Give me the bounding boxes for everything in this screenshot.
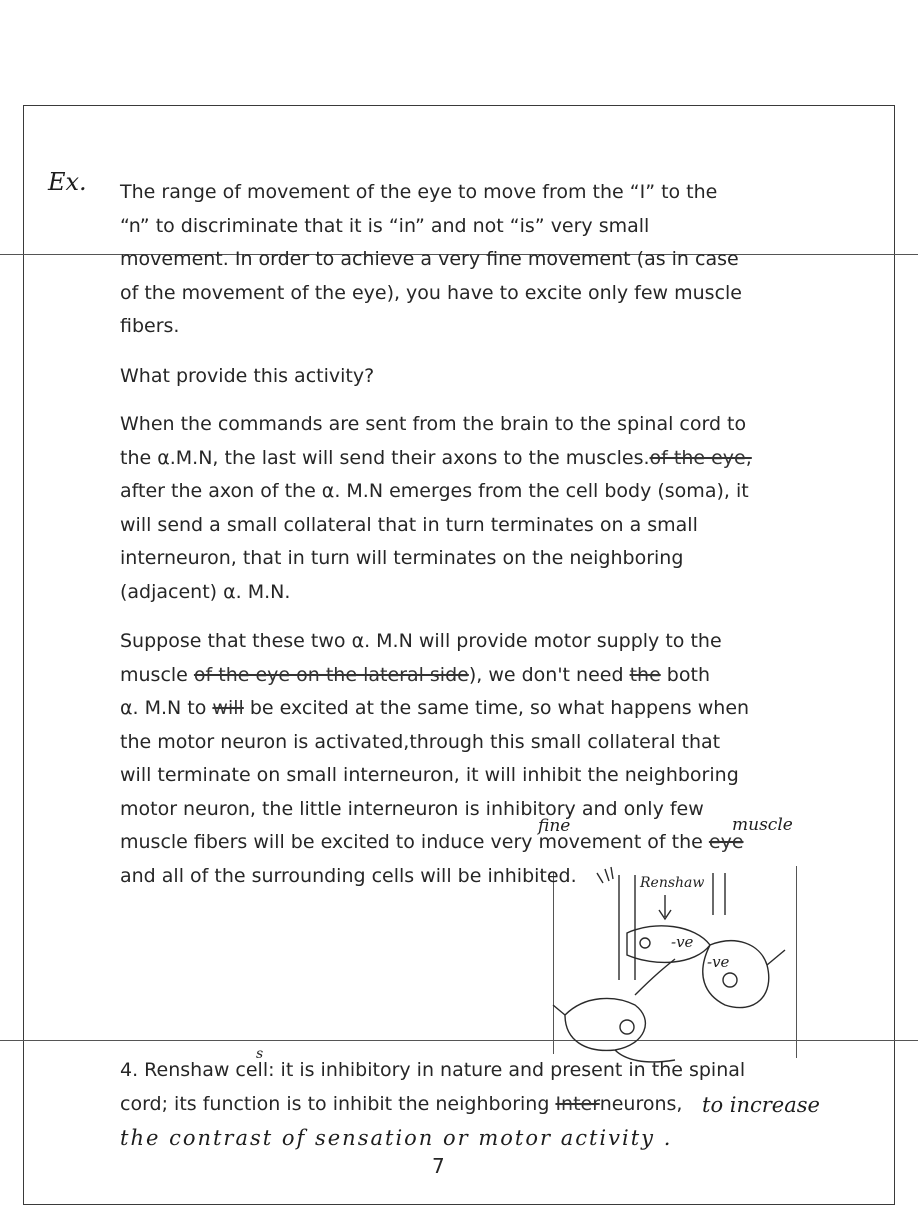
text-span: muscle fibers will be excited to induce very [120, 831, 533, 853]
text-span: the α.M.N, the last will send their axons to the muscles. [120, 446, 650, 469]
diagram-label-renshaw: Renshaw [640, 875, 705, 891]
paragraph-suppose [120, 625, 762, 893]
text-line: Suppose that these two α. M.N will provide motor supply to the [120, 630, 722, 652]
text-line: “n” to discriminate that it is “in” and not “is” very small [120, 214, 650, 237]
handwritten-note-line2: the contrast of sensation or motor activity . [120, 1126, 673, 1150]
text-span: neurons, [599, 1092, 683, 1115]
text-span: 4. Renshaw cell [120, 1059, 269, 1081]
arrow-down [659, 895, 671, 919]
text-line: movement. In order to achieve a very fine movement (as in case [120, 248, 739, 270]
text-line: When the commands are sent from the brain to the spinal cord to [120, 413, 747, 435]
text-span: movement of the [538, 831, 709, 853]
text-line [120, 1054, 762, 1088]
text-line: (adjacent) α. M.N. [120, 580, 291, 603]
text-span: cord; its function is to inhibit the neighboring [120, 1092, 556, 1115]
struck-text: eye [708, 831, 744, 853]
text-span: α. M.N to [120, 697, 213, 719]
motor-neuron-right [703, 941, 769, 1008]
paragraph-range-of-movement [120, 176, 762, 344]
text-line: will send a small collateral that in turn terminates on a small [120, 513, 698, 536]
text-line [120, 659, 762, 693]
dendrite-right [767, 950, 785, 965]
struck-text: the [629, 663, 661, 686]
text-line: What provide this activity? [120, 365, 375, 387]
struck-text: will [212, 697, 244, 719]
handwritten-s: s [256, 1046, 264, 1062]
nucleus-left [620, 1020, 634, 1034]
text-line: fibers. [120, 315, 180, 337]
axon-ends [597, 867, 613, 883]
handwritten-muscle: muscle [732, 815, 793, 835]
collateral-branch [635, 959, 675, 995]
text-span: both [660, 663, 710, 686]
text-line: The range of movement of the eye to move from the “I” to the [120, 181, 718, 203]
diagram-label-minus-ve-2: -ve [707, 953, 730, 971]
nucleus-right [723, 973, 737, 987]
text-line: the motor neuron is activated,through this small collateral that [120, 730, 721, 753]
renshaw-cell-diagram [545, 855, 815, 1070]
dendrite-left [553, 1005, 565, 1015]
paragraph-renshaw-cell [120, 1054, 762, 1121]
struck-text: of the eye, [649, 446, 752, 469]
text-line: motor neuron, the little interneuron is inhibitory and only few [120, 797, 704, 820]
text-line: after the axon of the α. M.N emerges from the cell body (soma), it [120, 480, 749, 502]
handwritten-note-line1: to increase [702, 1093, 820, 1117]
nucleus-small [640, 938, 650, 948]
page-number: 7 [432, 1154, 445, 1178]
paragraph-commands [120, 408, 762, 609]
handwritten-fine: fine [538, 816, 571, 836]
struck-text: Inter [555, 1092, 600, 1115]
text-line [120, 692, 762, 726]
margin-note-ex: Ex. [48, 168, 87, 196]
struck-text: of the eye on the lateral side [193, 663, 469, 686]
paragraph-question [120, 360, 762, 394]
diagram-label-minus-ve-1: -ve [671, 933, 694, 951]
text-span: be excited at the same time, so what happens when [243, 697, 750, 719]
text-span: ), we don't need [468, 663, 630, 686]
text-span: : it is inhibitory in nature and present in the spinal [268, 1059, 746, 1081]
text-line: and all of the surrounding cells will be inhibited. [120, 864, 577, 887]
text-line: of the movement of the eye), you have to excite only few muscle [120, 281, 742, 304]
text-line: will terminate on small interneuron, it will inhibit the neighboring [120, 764, 739, 786]
text-line: interneuron, that in turn will terminates on the neighboring [120, 547, 684, 569]
text-span: muscle [120, 663, 194, 686]
text-line [120, 442, 762, 476]
text-line [120, 1088, 762, 1122]
